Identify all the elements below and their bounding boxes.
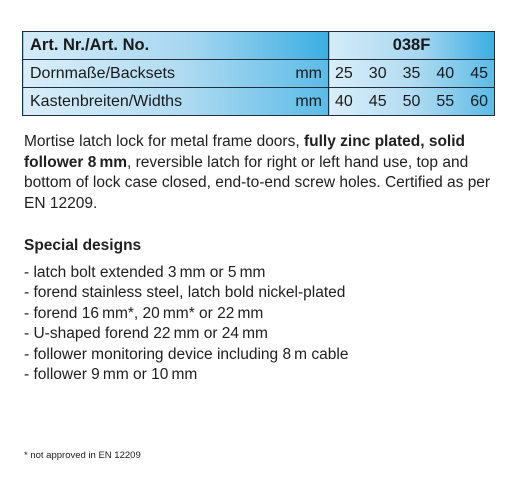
table-cell: 50 (402, 92, 421, 110)
description-text-2: , reversible latch for right or left hand use, top and bottom of lock case closed, end-to-end screw holes. Certified as per EN 12209. (24, 153, 491, 212)
list-item: - latch bolt extended 3 mm or 5 mm (24, 263, 348, 283)
art-no-header: Art. Nr./Art. No. (23, 32, 329, 60)
product-description (24, 132, 494, 214)
table-cell: 45 (368, 92, 387, 110)
table-cell: 40 (335, 92, 353, 110)
list-item: - follower monitoring device including 8 m cable (24, 345, 348, 365)
table-cell: 30 (368, 64, 387, 82)
widths-values-cell (329, 88, 495, 116)
footnote: * not approved in EN 12209 (24, 450, 141, 461)
table-header-row (23, 32, 495, 60)
row-label: Kastenbreiten/Widths (30, 92, 183, 110)
table-cell: 60 (470, 92, 488, 110)
table-row-backsets (23, 60, 495, 88)
row-unit: mm (295, 64, 322, 82)
special-designs-title: Special designs (24, 237, 142, 254)
widths-label-cell (23, 88, 329, 116)
table-cell: 40 (436, 64, 455, 82)
table-cell: 35 (402, 64, 421, 82)
row-label: Dornmaße/Backsets (30, 64, 175, 82)
description-bold: fully zinc plated, solid follower 8 mm (24, 133, 466, 171)
backsets-label-cell (23, 60, 329, 88)
spec-table (22, 31, 495, 116)
table-cell: 55 (436, 92, 455, 110)
model-number: 038F (329, 32, 495, 60)
list-item: - forend stainless steel, latch bold nickel-plated (24, 283, 348, 303)
special-designs-list (24, 263, 348, 385)
list-item: - follower 9 mm or 10 mm (24, 365, 348, 385)
backsets-values-cell (329, 60, 495, 88)
table-cell: 45 (470, 64, 488, 82)
table-cell: 25 (335, 64, 353, 82)
list-item: - forend 16 mm*, 20 mm* or 22 mm (24, 304, 348, 324)
table-row-widths (23, 88, 495, 116)
row-unit: mm (295, 92, 322, 110)
description-text: Mortise latch lock for metal frame doors, (24, 133, 304, 150)
list-item: - U-shaped forend 22 mm or 24 mm (24, 324, 348, 344)
